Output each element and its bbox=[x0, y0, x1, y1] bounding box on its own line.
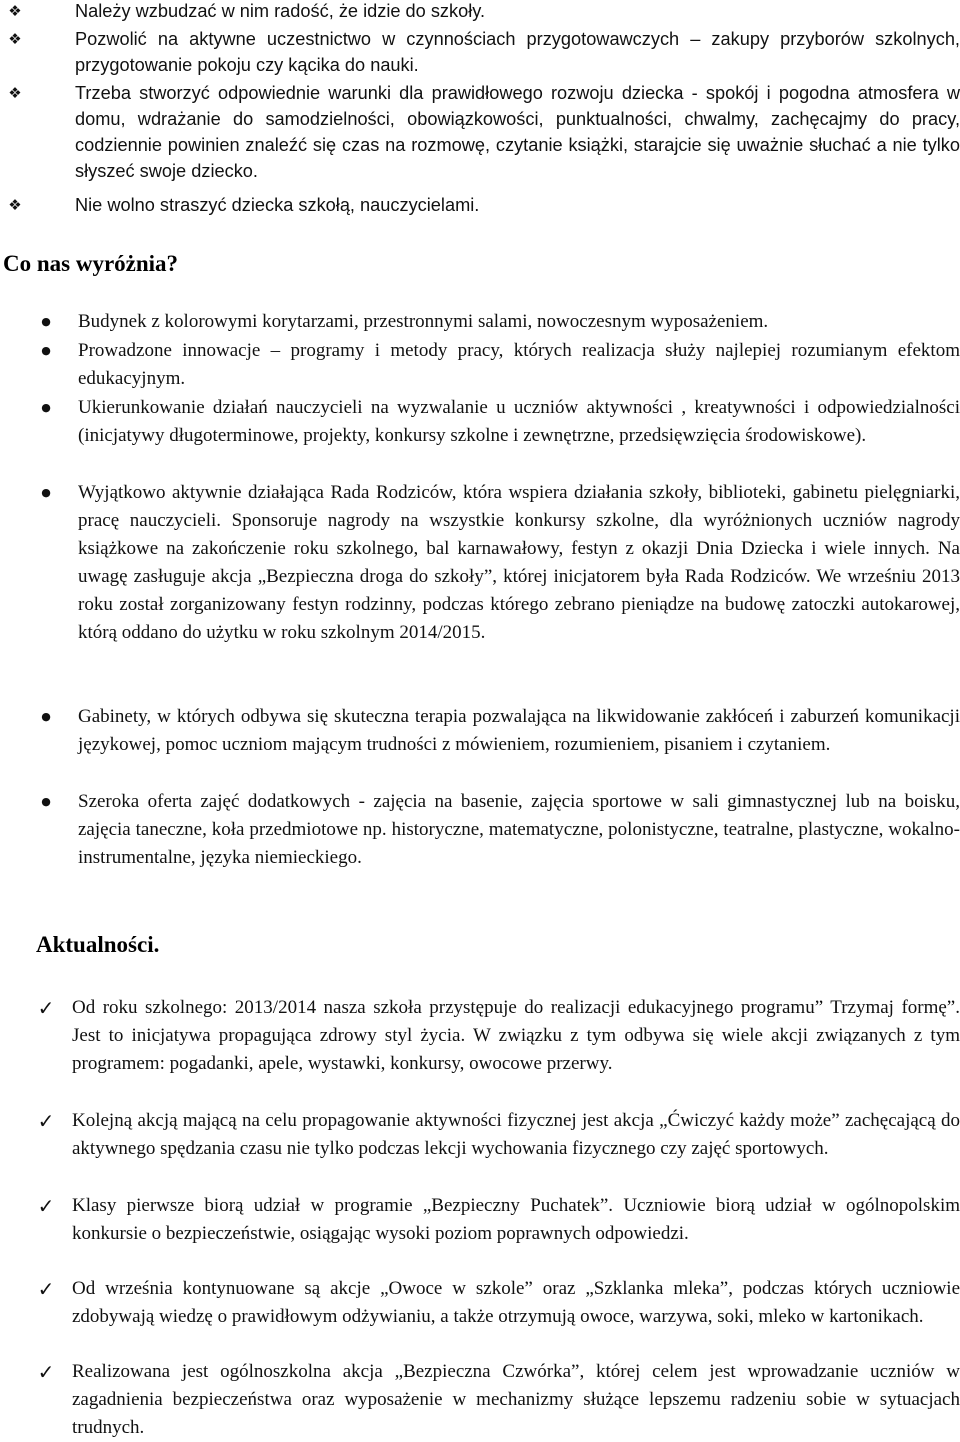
diamond-bullet-icon: ❖ bbox=[8, 30, 22, 48]
list-item-text: Kolejną akcją mającą na celu propagowanie aktywności fizycznej jest akcja „Ćwiczyć każdy może” zachęcającą do aktywnego spędzania czasu nie tylko podczas lekcji wychowania fizycznego czy zajęć sportowych. bbox=[72, 1110, 960, 1159]
list-item-text: Ukierunkowanie działań nauczycieli na wyzwalanie u uczniów aktywności , kreatywności i odpowiedzialności (inicjatywy długoterminowe, projekty, konkursy szkolne i zewnętrzne, przedsięwzięcia środowiskowe). bbox=[78, 397, 960, 446]
checkmark-icon: ✓ bbox=[37, 1360, 55, 1384]
bullet-icon: ● bbox=[41, 486, 51, 499]
bullet-icon: ● bbox=[41, 710, 51, 723]
list-item-text: Szeroka oferta zajęć dodatkowych - zajęcia na basenie, zajęcia sportowe w sali gimnastycznej lub na boisku, zajęcia taneczne, koła przedmiotowe np. historyczne, matematyczne, polonistyczne, teatralne, plastyczne, wokalno-instrumentalne, języka niemieckiego. bbox=[78, 791, 960, 868]
list-item-text: Wyjątkowo aktywnie działająca Rada Rodziców, która wspiera działania szkoły, biblioteki, gabinetu pielęgniarki, pracę nauczycieli. Sponsoruje nagrody na wszystkie konkursy szkolne, dla wyróżnionych uczniów nagrody książkowe na zakończenie roku szkolnego, bal karnawałowy, festyn z okazji Dnia Dziecka i wiele innych. Na uwagę zasługuje akcja „Bezpieczna droga do szkoły”, której inicjatorem była Rada Rodziców. We wrześniu 2013 roku został zorganizowany festyn rodzinny, podczas którego zebrano pieniądze na budowę zatoczki autokarowej, którą oddano do użytku w roku szkolnym 2014/2015. bbox=[78, 482, 960, 643]
list-item-text: Pozwolić na aktywne uczestnictwo w czynnościach przygotowawczych – zakupy przyborów szkolnych, przygotowanie pokoju czy kącika do nauki. bbox=[75, 29, 960, 75]
list-item-text: Trzeba stworzyć odpowiednie warunki dla prawidłowego rozwoju dziecka - spokój i pogodna atmosfera w domu, wdrażanie do samodzielności, obowiązkowości, punktualności, chwalmy, zachęcajmy do pracy, codziennie powinien znaleźć się czas na rozmowę, czytanie książki, starajcie się uważnie słuchać a nie tylko słyszeć swoje dziecko. bbox=[75, 83, 960, 181]
list-item-text: Od roku szkolnego: 2013/2014 nasza szkoła przystępuje do realizacji edukacyjnego programu” Trzymaj formę”. Jest to inicjatywa propagująca zdrowy styl życia. W związku z tym odbywa się wiele akcji związanych z tym programem: pogadanki, apele, wystawki, konkursy, owocowe przerwy. bbox=[72, 997, 960, 1074]
diamond-bullet-icon: ❖ bbox=[8, 2, 22, 20]
diamond-bullet-icon: ❖ bbox=[8, 196, 22, 214]
list-item-text: Budynek z kolorowymi korytarzami, przestronnymi salami, nowoczesnym wyposażeniem. bbox=[78, 311, 769, 332]
list-item-text: Gabinety, w których odbywa się skuteczna terapia pozwalająca na likwidowanie zakłóceń i zaburzeń komunikacji językowej, pomoc uczniom mającym trudności z mówieniem, rozumieniem, pisaniem i czytaniem. bbox=[78, 706, 960, 755]
list-item-text: Prowadzone innowacje – programy i metody pracy, których realizacja służy najlepiej rozumianym efektom edukacyjnym. bbox=[78, 340, 960, 389]
checkmark-icon: ✓ bbox=[37, 996, 55, 1020]
checkmark-icon: ✓ bbox=[37, 1194, 55, 1218]
list-item-text: Od września kontynuowane są akcje „Owoce w szkole” oraz „Szklanka mleka”, podczas których uczniowie zdobywają wiedzę o prawidłowym odżywianiu, a także otrzymują owoce, warzywa, soki, mleko w kartonikach. bbox=[72, 1278, 960, 1327]
section-heading-features: Co nas wyróżnia? bbox=[3, 251, 179, 276]
checkmark-icon: ✓ bbox=[37, 1109, 55, 1133]
diamond-bullet-icon: ❖ bbox=[8, 84, 22, 102]
bullet-icon: ● bbox=[41, 795, 51, 808]
list-item-text: Nie wolno straszyć dziecka szkołą, nauczycielami. bbox=[75, 195, 480, 215]
list-item-text: Realizowana jest ogólnoszkolna akcja „Bezpieczna Czwórka”, której celem jest wprowadzanie uczniów w zagadnienia bezpieczeństwa oraz wyposażenie w mechanizmy służące lepszemu radzeniu sobie w sytuacjach trudnych. bbox=[72, 1361, 960, 1438]
checkmark-icon: ✓ bbox=[37, 1277, 55, 1301]
bullet-icon: ● bbox=[41, 401, 51, 414]
bullet-icon: ● bbox=[41, 315, 51, 328]
bullet-icon: ● bbox=[41, 344, 51, 357]
list-item-text: Należy wzbudzać w nim radość, że idzie do szkoły. bbox=[75, 1, 486, 21]
list-item-text: Klasy pierwsze biorą udział w programie „Bezpieczny Puchatek”. Uczniowie biorą udział w ogólnopolskim konkursie o bezpieczeństwie, osiągając wysoki poziom poprawnych odpowiedzi. bbox=[72, 1195, 960, 1244]
section-heading-news: Aktualności. bbox=[36, 932, 160, 957]
